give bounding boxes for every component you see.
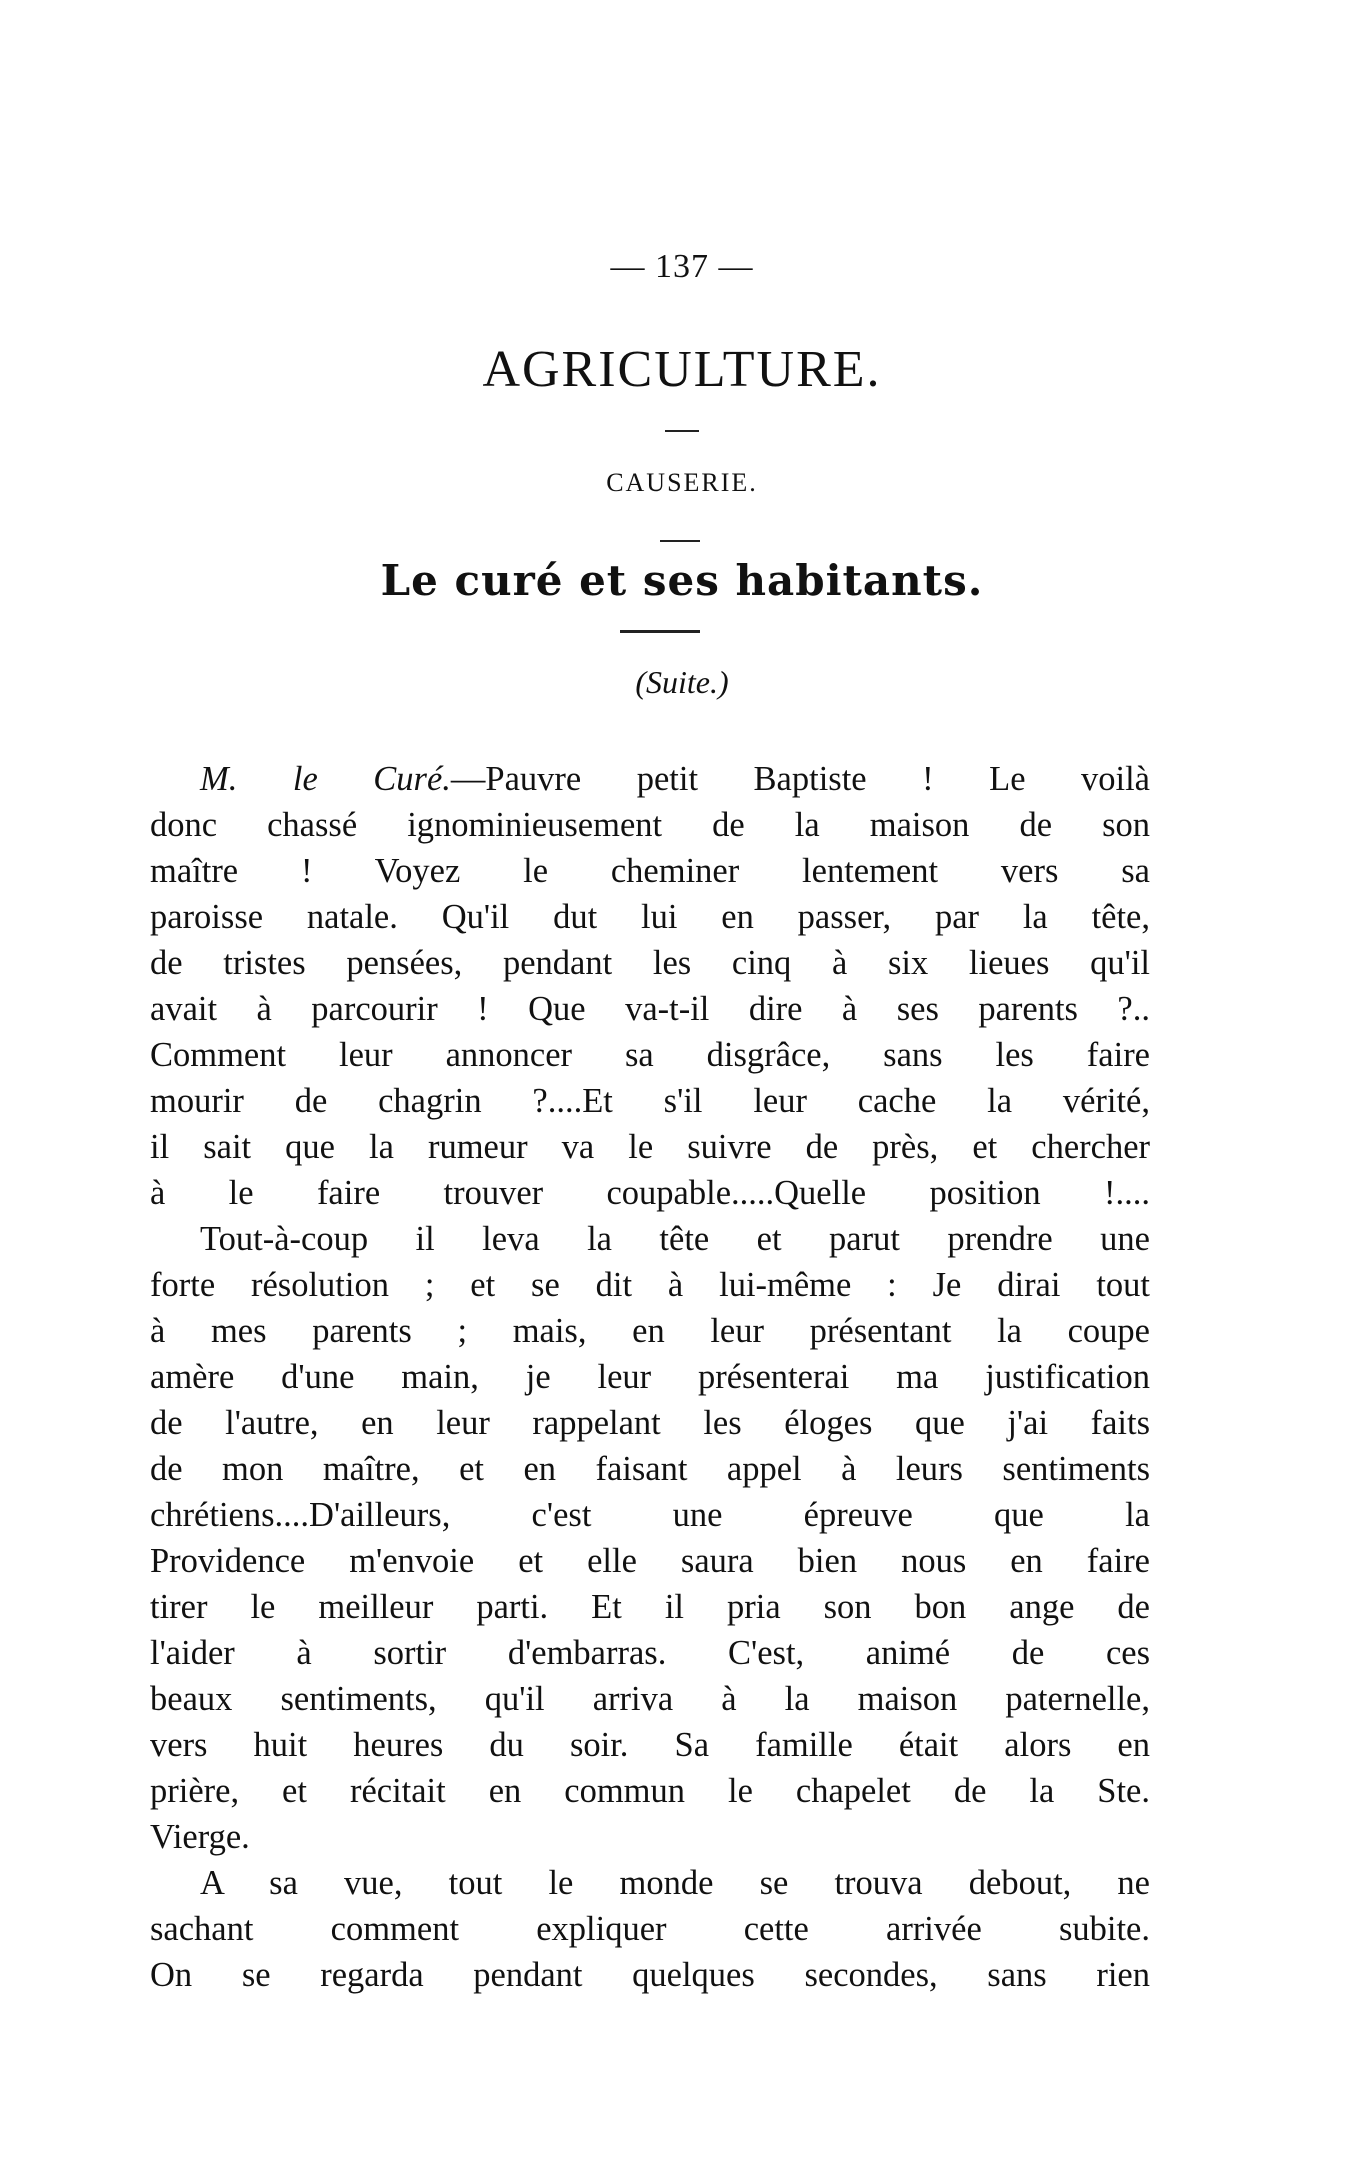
paragraph-2 (150, 1216, 1150, 1860)
text-line: Comment leur annoncer sa disgrâce, sans les faire (150, 1036, 1150, 1074)
text-line: prière, et récitait en commun le chapelet de la Ste. (150, 1772, 1150, 1810)
text-line: Providence m'envoie et elle saura bien nous en faire (150, 1542, 1150, 1580)
text-line: à le faire trouver coupable.....Quelle position !.... (150, 1174, 1150, 1212)
continuation-label: (Suite.) (635, 664, 729, 700)
text-line: forte résolution ; et se dit à lui-même : Je dirai tout (150, 1266, 1150, 1304)
paragraph-3 (150, 1860, 1150, 1998)
divider (660, 540, 700, 542)
text-line: sachant comment expliquer cette arrivée subite. (150, 1910, 1150, 1948)
text-line: à mes parents ; mais, en leur présentant la coupe (150, 1312, 1150, 1350)
page-number: — 137 — (610, 248, 754, 285)
text-line: A sa vue, tout le monde se trouva debout, ne (200, 1864, 1150, 1902)
text-line: Tout-à-coup il leva la tête et parut prendre une (200, 1220, 1150, 1258)
section-title: AGRICULTURE. (482, 341, 882, 398)
text-line: il sait que la rumeur va le suivre de près, et chercher (150, 1128, 1150, 1166)
text-line: beaux sentiments, qu'il arriva à la maison paternelle, (150, 1680, 1150, 1718)
divider (665, 430, 699, 432)
text-line: mourir de chagrin ?....Et s'il leur cache la vérité, (150, 1082, 1150, 1120)
text-line: chrétiens....D'ailleurs, c'est une épreuve que la (150, 1496, 1150, 1534)
article-title: Le curé et ses habitants. (380, 556, 984, 605)
text-line: vers huit heures du soir. Sa famille était alors en (150, 1726, 1150, 1764)
text-line: tirer le meilleur parti. Et il pria son bon ange de (150, 1588, 1150, 1626)
paragraph-1 (150, 756, 1150, 1216)
text-line: amère d'une main, je leur présenterai ma justification (150, 1358, 1150, 1396)
text-line: avait à parcourir ! Que va-t-il dire à ses parents ?.. (150, 990, 1150, 1028)
text-line: de l'autre, en leur rappelant les éloges que j'ai faits (150, 1404, 1150, 1442)
subtitle: CAUSERIE. (606, 468, 758, 497)
text-line: On se regarda pendant quelques secondes, sans rien (150, 1956, 1150, 1994)
text-line: maître ! Voyez le cheminer lentement vers sa (150, 852, 1150, 890)
text-line: Vierge. (150, 1818, 250, 1856)
text-line: donc chassé ignominieusement de la maison de son (150, 806, 1150, 844)
text-line (150, 756, 1150, 802)
text-line: paroisse natale. Qu'il dut lui en passer, par la tête, (150, 898, 1150, 936)
text-line: de tristes pensées, pendant les cinq à six lieues qu'il (150, 944, 1150, 982)
text-line: de mon maître, et en faisant appel à leurs sentiments (150, 1450, 1150, 1488)
text-span: —Pauvre petit Baptiste ! Le voilà (450, 760, 1150, 798)
divider (620, 630, 700, 633)
text-line: l'aider à sortir d'embarras. C'est, animé de ces (150, 1634, 1150, 1672)
speaker-label: M. le Curé. (200, 760, 451, 798)
